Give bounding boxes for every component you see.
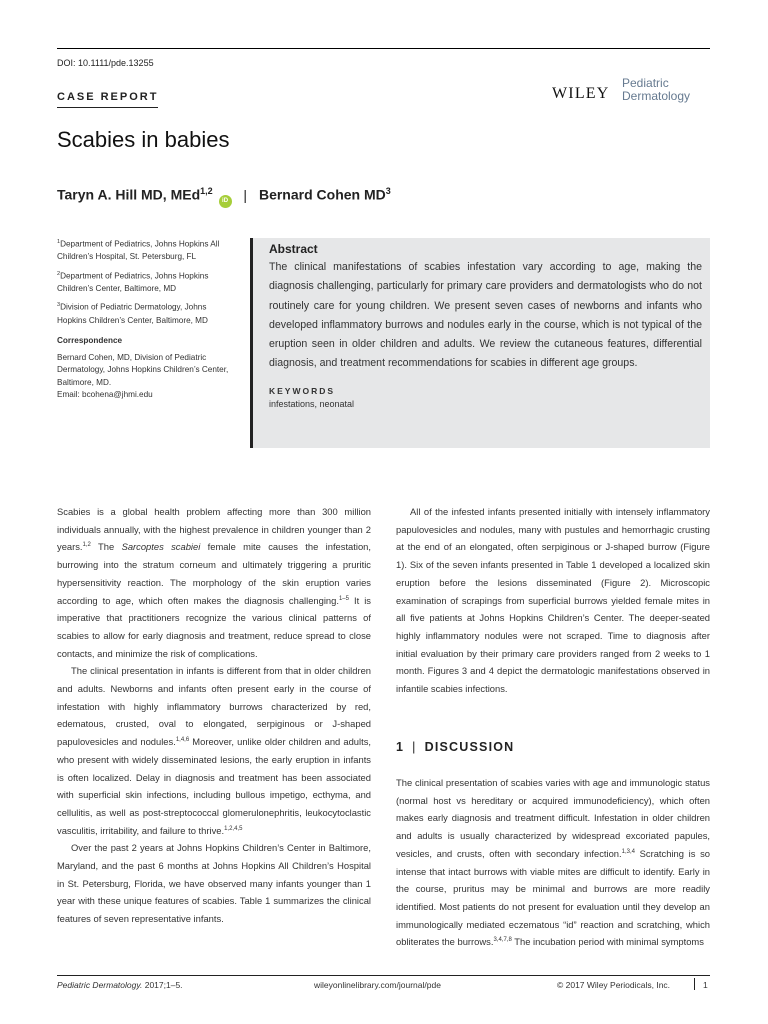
top-rule (57, 48, 710, 49)
journal-name-line1: Pediatric (622, 76, 669, 90)
text-run: Scabies is a global health problem affecting more than 300 million individuals annually, with the highest prevalence in children younger than 2 years. (57, 506, 371, 553)
text-run: The clinical presentation of scabies varies with age and immunologic status (normal host vs hereditary or acquired immunodeficiency), which often makes early diagnosis and treatment difficult. Infestation in older children and adults is usually characterized by widespread excoriated papules, vesicles, and crusts, often with secondary infection. (396, 777, 710, 859)
body-column-right-discussion (396, 774, 710, 951)
paragraph (57, 662, 371, 839)
citation-sup[interactable]: 1,2,4,5 (224, 825, 243, 832)
citation-sup[interactable]: 3,4,7,8 (493, 937, 512, 944)
text-run: The incubation period with minimal symptoms (511, 936, 704, 948)
citation-sup[interactable]: 1,3,4 (621, 848, 635, 855)
paragraph (57, 503, 371, 662)
correspondence-email[interactable]: Email: bcohena@jhmi.edu (57, 390, 153, 400)
author-affil-sup: 1,2 (200, 186, 213, 196)
affiliation (57, 268, 237, 296)
affiliation-sup: 3 (57, 302, 61, 309)
citation-sup[interactable]: 1,2 (82, 542, 91, 549)
section-number: 1 (396, 740, 405, 754)
orcid-icon[interactable]: iD (219, 195, 232, 208)
author-affil-sup: 3 (385, 186, 391, 196)
species-name: Sarcoptes scabiei (121, 541, 201, 553)
citation-sup[interactable]: 1–5 (338, 595, 349, 602)
page-number: 1 (703, 980, 708, 990)
article-title: Scabies in babies (57, 127, 230, 152)
affiliation (57, 236, 237, 264)
text-run: It is imperative that practitioners recognize the various clinical patterns of scabies to allow for early diagnosis and treatment, reduce spread to close contacts, and minimize the risk of complications. (57, 594, 371, 659)
journal-name (622, 77, 690, 103)
paragraph: All of the infested infants presented initially with intensely inflammatory papulovesicles and nodules, many with pustules and hemorrhagic crusting at the end of an elongated, often serpiginous or J-shaped burrow (Figure 1). Six of the seven infants presented in Table 1 developed a localized skin eruption before the lesions disseminated (Figure 2). Microscopic examination of scrapings from superficial burrows yielded female mites in all five patients at Johns Hopkins Children’s Center. The deeper-seated highly inflammatory nodules were not scraped. Time to diagnosis after initial evaluation by their primary care providers ranged from 2 weeks to 1 month. Figures 3 and 4 depict the dermatologic manifestations observed in infantile scabies infections. (396, 506, 710, 695)
abstract-heading: Abstract (269, 242, 318, 256)
author-name: Taryn A. Hill MD, MEd (57, 186, 201, 203)
footer-citation (57, 980, 183, 990)
body-column-right (396, 503, 710, 698)
section-type-underline (57, 107, 158, 108)
author-separator: | (243, 186, 248, 203)
footer-rule (57, 975, 710, 976)
footer-journal: Pediatric Dermatology. (57, 980, 143, 990)
correspondence-heading: Correspondence (57, 336, 123, 346)
abstract-text: The clinical manifestations of scabies infestation vary according to age, making the diagnosis challenging, particularly for primary care providers and dermatologists who do not routinely care for young children. We present seven cases of newborns and infants who developed inflammatory burrows and nodules early in the course, which is not typical of the eruption seen in older children and adults. We review the cutaneous features, differential diagnosis, and treatment recommendations for scabies in different age groups. (269, 261, 702, 370)
footer-divider (694, 978, 695, 990)
affiliation (57, 299, 237, 327)
footer-url[interactable]: wileyonlinelibrary.com/journal/pde (314, 980, 441, 990)
keywords: infestations, neonatal (269, 398, 355, 409)
section-heading-discussion (396, 740, 514, 754)
section-type: CASE REPORT (57, 91, 159, 103)
affiliation-text: Department of Pediatrics, Johns Hopkins All Children’s Hospital, St. Petersburg, FL (57, 239, 220, 262)
footer-copyright: © 2017 Wiley Periodicals, Inc. (557, 980, 671, 990)
abstract-box (250, 238, 710, 448)
author-line (57, 186, 391, 208)
affiliation-sup: 2 (57, 270, 61, 277)
section-title: DISCUSSION (424, 740, 515, 754)
affiliation-sup: 1 (57, 239, 61, 245)
affiliations (57, 236, 237, 406)
publisher-logo-text: WILEY (552, 85, 610, 102)
text-run: Moreover, unlike older children and adults, who present with widely disseminated lesions, the early eruption in infants is often localized. Delay in diagnosis and treatment has been associated with superficial skin infections, including bullous impetigo, ecthyma, and cellulitis, as well as post-streptococcal glomerulonephritis, leukocytoclastic vasculitis, irritability, and failure to thrive. (57, 736, 372, 836)
text-run: female mite causes the infestation, burrowing into the stratum corneum and ultimately triggering a pruritic hypersensitivity reaction. The morphology of the skin eruption varies according to age, which often makes the diagnosis challenging. (57, 541, 371, 606)
footer-volume: 2017;1–5. (142, 980, 183, 990)
section-heading-bar: | (412, 740, 417, 754)
paragraph: Over the past 2 years at Johns Hopkins Children’s Center in Baltimore, Maryland, and the past 6 months at Johns Hopkins All Children’s Hospital in St. Petersburg, Florida, we have observed many infants younger than 1 year with these unique features of scabies. Table 1 summarizes the clinical features of seven representative infants. (57, 842, 371, 925)
text-run: The (90, 541, 122, 553)
doi: DOI: 10.1111/pde.13255 (57, 58, 154, 68)
affiliation-text: Division of Pediatric Dermatology, Johns Hopkins Children’s Center, Baltimore, MD (57, 303, 208, 325)
paragraph (396, 774, 710, 951)
correspondence-text (57, 352, 237, 402)
body-column-left (57, 503, 371, 928)
journal-name-line2: Dermatology (622, 89, 691, 103)
author-name: Bernard Cohen MD (258, 186, 386, 203)
correspondence-address: Bernard Cohen, MD, Division of Pediatric Dermatology, Johns Hopkins Children’s Center, Baltimore, MD. (57, 352, 229, 387)
citation-sup[interactable]: 1,4,6 (175, 737, 190, 744)
keywords-heading: KEYWORDS (269, 385, 336, 396)
affiliation-text: Department of Pediatrics, Johns Hopkins Children’s Center, Baltimore, MD (57, 271, 209, 293)
text-run: The clinical presentation in infants is different from that in older children and adults. Newborns and infants often present early in the course of infestation with highly inflammatory burrows characterized by red, edematous, crusted, oval to elongated, serpiginous or J-shaped papulovesicles and nodules. (57, 665, 371, 748)
text-run: Scratching is so intense that intact burrows with viable mites are difficult to identify. Early in the course, pruritus may be minimal and burrows are more readily identified. Most patients do not present for evaluation until they develop an immunologically mediated eczematous “id” reaction and scratching, which obliterates the burrows. (396, 847, 710, 948)
